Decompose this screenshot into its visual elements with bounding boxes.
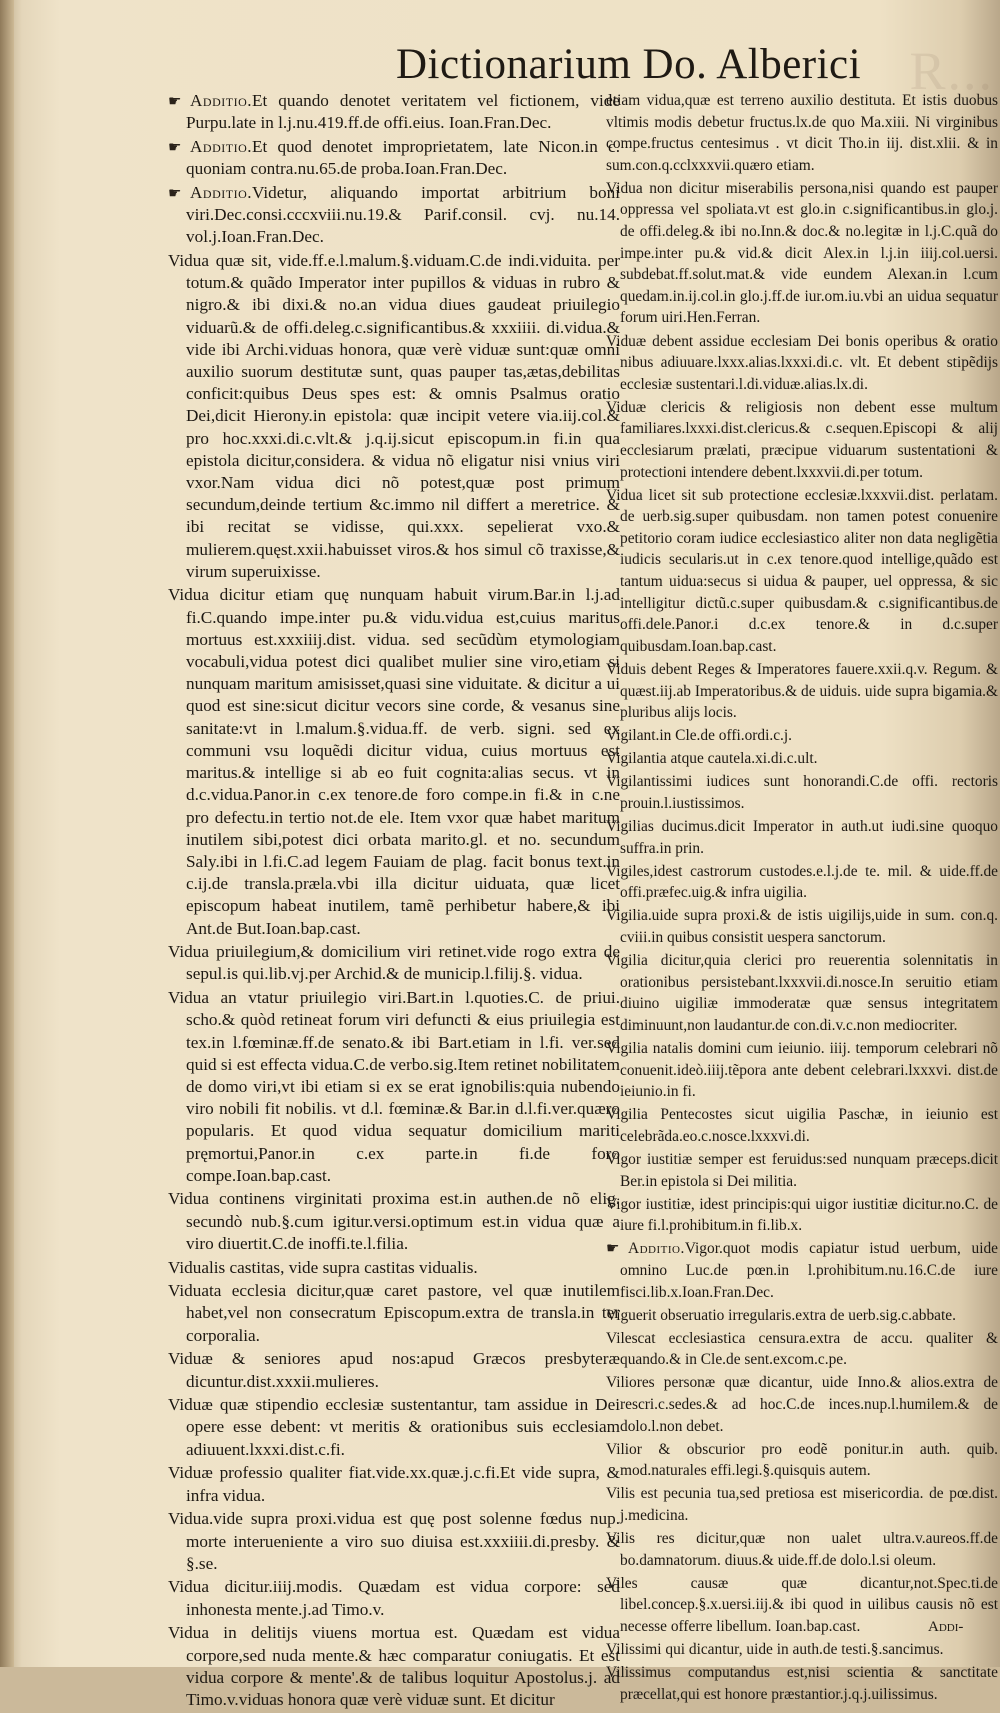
dictionary-entry — [606, 397, 998, 483]
dictionary-entry — [168, 136, 620, 180]
dictionary-entry — [606, 485, 998, 658]
entry-text: Vidua an vtatur priuilegio viri.Bart.in l.quoties.C. de priui. scho.& quòd retineat forum viri defuncti & eius priuilegia est tex.in l.fœminæ.ff.de senato.& ibi Bart.etiam in l.fi. ver.sed quid si est effecta vidua.C.de verbo.sig.Item retinet nobilitatem de domo viri,vt ibi etiam si ex se erat ignobilis:quia nubendo viro nobili fit nobilis. vt d.l. fœminæ.& Bar.in d.l.fi.ver.quæro popularis. Et quod vidua sequatur domicilium mariti pręmortui,Panor.in c.ex parte.in fi.de foro compe.Ioan.bap.cast. — [168, 988, 620, 1185]
dictionary-entry — [606, 331, 998, 396]
entry-text: Vigilantia atque cautela.xi.di.c.ult. — [606, 750, 818, 768]
entry-text: Viduæ clericis & religiosis non debent esse multum familiares.lxxxi.dist.clericus.& c.sequen.Episcopi & alij ecclesiarum prælati, præcipue viduarum sustentationi & protectioni intendere debent.lxxxvii.di.per totum. — [606, 398, 998, 481]
entry-text: Vigiles,idest castrorum custodes.e.l.j.de te. mil. & uide.ff.de offi.præfec.uig.& infra uigilia. — [606, 862, 998, 902]
dictionary-entry — [606, 1528, 998, 1571]
additio-label: Additio. — [628, 1240, 685, 1258]
dictionary-entry — [168, 987, 620, 1187]
additio-label: Additio. — [190, 136, 253, 156]
entry-text: Vilissimi qui dicantur, uide in auth.de testi.§.sancimus. — [606, 1641, 944, 1659]
dictionary-entry — [168, 1394, 620, 1461]
pointing-hand-icon: ☛ — [168, 185, 182, 202]
dictionary-entry — [168, 1576, 620, 1620]
dictionary-entry — [606, 1194, 998, 1237]
catchword: Addi- — [928, 1619, 964, 1635]
additio-label: Additio. — [190, 182, 253, 202]
entry-text: Vidua quæ sit, vide.ff.e.l.malum.§.viduam.C.de indi.viduita. per totum.& quãdo Imperator inter pupillos & viduas in rubro & nigro.& ibi dixi.& no.an vidua diues gaudeat priuilegio viduarũ.& de offi.deleg.c.significantibus.& xxxiiii. di.vidua.& vide ibi Archi.viduas honora, quæ verè viduæ sunt:quæ omni auxilio suorum destitutæ sunt, quas pauper tas,ætas,debilitas conficit:quibus Deus spes est: & omnis Psalmus oratio Dei,dicit Hierony.in epistola: quæ incipit vetere via.iij.col.& pro hoc.xxxi.di.c.vlt.& j.q.ij.sicut episcopum.in fi.in qua epistola dicitur,considera. & vidua nõ eligatur nisi vnius viri vxor.Nam vidua dici nõ potest,quæ post primum secundum,deinde tertium &c.immo nil differt a meretrice. & ibi recitat se vidisse, qui.xxx. sepelierat vxo.& mulierem.quęst.xxii.habuisset viros.& hos simul cõ traxisse,& virum superuixisse. — [168, 250, 620, 581]
entry-text: Et quando denotet veritatem vel fictionem, vide Purpu.late in l.j.nu.419.ff.de offi.eius. Ioan.Fran.Dec. — [186, 91, 620, 133]
entry-text: Videtur, aliquando importat arbitrium boni viri.Dec.consi.cccxviii.nu.19.& Parif.consil. cvj. nu.14. vol.j.Ioan.Fran.Dec. — [186, 182, 620, 247]
entry-text: Viduata ecclesia dicitur,quæ caret pastore, vel quæ inutilem habet,vel non consecratum Episcopum.extra de transla.in ter corporalia. — [168, 1281, 620, 1345]
dictionary-entry — [168, 1508, 620, 1575]
entry-text: Vidua dicitur.iiij.modis. Quædam est vidua corpore: sed inhonesta mente.j.ad Timo.v. — [168, 1577, 620, 1619]
entry-text: Vidualis castitas, vide supra castitas vidualis. — [168, 1257, 478, 1277]
entry-text: Vilior & obscurior pro eodẽ ponitur.in auth. quib. mod.naturales effi.legi.§.quisquis autem. — [606, 1440, 998, 1480]
entry-text: Vidua licet sit sub protectione ecclesiæ.lxxxvii.dist. perlatam. de uerb.sig.super quibusdam. non tamen potest conuenire petitorio coram iudice ecclesiastico aliter non data negligẽtia iudicis secularis.ut in c.ex tenore.quod intellige,quãdo est tantum uidua:secus si uidua & pauper, uel oppressa, & sic intelligitur dictũ.c.super quibusdam.& c.significantibus.de offi.dele.Panor.i d.c.ex tenore.& in d.c.super quibusdam.Ioan.bap.cast. — [606, 486, 998, 655]
entry-text: Vidua non dicitur miserabilis persona,nisi quando est pauper oppressa vel spoliata.vt est glo.in c.significantibus.in glo.j. de offi.deleg.& ibi no.Inn.& doc.& no.legitæ in l.j.C.quã do impe.inter pu.& vid.& dicit Alex.in l.j.in iiij.col.uersi. subdebat.ff.solut.mat.& vide eundem Alexan.in l.cum quedam.in.ij.col.in glo.j.ff.de iur.om.iu.vbi an uidua sequatur forum uiri.Hen.Ferran. — [606, 179, 998, 327]
entry-text: Viliores personæ quæ dicantur, uide Inno.& alios.extra de rescri.c.sedes.& ad hoc.C.de inces.nup.l.humilem.& de dolo.l.non debet. — [606, 1374, 998, 1435]
entry-text: Vidua priuilegium,& domicilium viri retinet.vide rogo extra de sepul.is qui.lib.vj.per Archid.& de municip.l.filij.§. vidua. — [168, 942, 620, 984]
dictionary-entry — [606, 1483, 998, 1526]
entry-text: Viduæ & seniores apud nos:apud Græcos presbyteræ dicuntur.dist.xxxii.mulieres. — [168, 1349, 620, 1391]
entry-text: Viduis debent Reges & Imperatores fauere.xxii.q.v. Regum. & quæst.iij.ab Imperatoribus.& de uiduis. uide supra bigamia.& pluribus alijs locis. — [606, 660, 998, 722]
additio-label: Additio. — [190, 91, 253, 110]
entry-text: Vilis res dicitur,quæ non ualet ultra.v.aureos.ff.de bo.damnatorum. diuus.& uide.ff.de dolo.l.si oleum. — [606, 1530, 998, 1569]
dictionary-entry — [606, 950, 998, 1036]
dictionary-entry — [606, 1038, 998, 1103]
entry-text: Vigilia natalis domini cum ieiunio. iiij. temporum celebrari nõ conuenit.ideò.iiij.tẽpora ante debent celebrari.lxxxvi. dist.de ieiunio.in fi. — [606, 1040, 998, 1101]
entry-text: Vigilia Pentecostes sicut uigilia Paschæ, in ieiunio est celebrãda.eo.c.nosce.lxxxvi.di. — [606, 1106, 998, 1145]
dictionary-entry — [168, 1188, 620, 1255]
left-column — [168, 90, 620, 1713]
dictionary-entry — [168, 90, 620, 134]
entry-text: Vigor iustitiæ, idest principis:qui uigor iustitiæ dicitur.no.C. de iure fi.l.prohibitum.in fi.lib.x. — [606, 1195, 998, 1235]
pointing-hand-icon: ☛ — [606, 1241, 620, 1258]
dictionary-entry — [606, 861, 998, 904]
dictionary-entry — [168, 1257, 620, 1279]
dictionary-entry — [606, 1439, 998, 1482]
entry-text: Vigilia dicitur,quia clerici pro reuerentia solennitatis in orationibus persistebant.lxxxvii.di.nosce.In seruitio etiam diuino uigiliæ immoderatæ quæ sensus integritatem diminuunt,non laudantur.de con.di.v.c.non mediocriter. — [606, 952, 998, 1034]
dictionary-entry — [606, 1662, 998, 1705]
dictionary-entry — [606, 748, 998, 770]
dictionary-entry — [168, 584, 620, 939]
entry-text: Vigor.quot modis capiatur istud uerbum, uide omnino Luc.de pœn.in l.prohibitum.nu.16.C.de iure fisci.lib.x.Ioan.Fran.Dec. — [620, 1240, 998, 1301]
pointing-hand-icon: ☛ — [168, 139, 182, 156]
dictionary-entry — [606, 1639, 998, 1661]
dictionary-entry — [606, 816, 998, 859]
dictionary-entry — [606, 1149, 998, 1192]
entry-text: Vigilias ducimus.dicit Imperator in auth.ut iudi.sine quoquo suffra.in prin. — [606, 818, 998, 857]
dictionary-entry — [606, 725, 998, 747]
entry-text: Vilis est pecunia tua,sed pretiosa est misericordia. de pœ.dist. j.medicina. — [606, 1485, 998, 1524]
entry-text: Viduæ quæ stipendio ecclesiæ sustentantur, tam assidue in Dei opere esse debent: vt meritis & orationibus suis ecclesiam adiuuent.lxxxi.dist.c.fi. — [168, 1395, 620, 1459]
dictionary-entry — [168, 250, 620, 583]
dictionary-entry — [606, 1372, 998, 1437]
dictionary-entry — [168, 1348, 620, 1392]
dictionary-entry — [168, 1462, 620, 1506]
entry-text: Vidua continens virginitati proxima est.in authen.de nõ elig. secundò nub.§.cum igitur.versi.optimum est.in vidua quæ a viro diuertit.C.de inoffi.te.l.filia. — [168, 1189, 620, 1253]
entry-text: Vilescat ecclesiastica censura.extra de accu. qualiter & quando.& in Cle.de sent.excom.c.pe. — [606, 1329, 998, 1369]
dictionary-entry — [606, 1238, 998, 1303]
entry-text: Vidua dicitur etiam quę nunquam habuit virum.Bar.in l.j.ad fi.C.quando impe.inter pu.& vidu.vidua est,cuius maritus mortuus est.xxxiiij.dist. vidua. sed secũdùm etymologiam vocabuli,vidua potest dici qualibet mulier sine viro,etiam si nunquam maritum amisisset,quasi sine viduitate. & dicitur a ui quod est sine:sicut dicitur vecors sine corde, & vesanus sine sanitate:vt in l.malum.§.vidua.ff. de verb. signi. sed ex communi vsu loquẽdi dicitur vidua, cuius mortuus est maritus.& intellige si ab eo fuit cognita:alias secus. vt in d.c.vidua.Panor.in c.ex tenore.de foro compe.in fi.& in c.ne pro defectu.in tertio not.de ele. Item vxor quæ habet maritum inutilem sibi,potest dici orbata marito.gl. et no. secundum Saly.ibi in l.fi.C.ad legem Fauiam de plag. facit bonus text.in c.ij.de transla.præla.vbi illa dicitur uiduata, quæ licet episcopum habeat inutilem, tamẽ perhibetur habere,& ibi Ant.de But.Ioan.bap.cast. — [168, 585, 620, 938]
right-column — [606, 90, 998, 1707]
entry-text: Viduæ professio qualiter fiat.vide.xx.quæ.j.c.fi.Et vide supra, & infra vidua. — [168, 1463, 620, 1505]
entry-text: Viduæ debent assidue ecclesiam Dei bonis operibus & oratio nibus adiuuare.lxxx.alias.lxxxi.di.c. vlt. Et debent stipẽdijs ecclesiæ sustentari.l.di.viduæ.alias.lx.di. — [606, 332, 998, 393]
dictionary-entry — [606, 905, 998, 948]
dictionary-entry — [606, 1305, 998, 1327]
entry-text: Vigilant.in Cle.de offi.ordi.c.j. — [606, 727, 793, 745]
dictionary-entry — [168, 1280, 620, 1347]
pointing-hand-icon: ☛ — [168, 94, 182, 110]
page-binding-edge — [0, 0, 14, 1667]
entry-text: etiam vidua,quæ est terreno auxilio destituta. Et istis duobus vltimis modis debetur fructus.lx.de quo Ma.xiii. Ni virginibus compe.fructus centesimus . vt dicit Tho.in iij. dist.xlii. & in sum.con.q.cclxxxvii.quæro etiam. — [606, 92, 998, 174]
dictionary-entry — [168, 182, 620, 249]
entry-text: Vidua in delitijs viuens mortua est. Quædam est vidua corpore,sed nuda mente.& hæc comparatur coniugatis. Et est vidua corpore & mente'.& de talibus loquitur Apostolus.j. ad Timo.v.viduas honora quæ verè viduæ sunt. Et dicitur — [168, 1623, 620, 1709]
entry-text: Et quod denotet improprietatem, late Nicon.in c. quoniam contra.nu.65.de proba.Ioan.Fran.Dec. — [186, 136, 620, 179]
entry-text: Vigilantissimi iudices sunt honorandi.C.de offi. rectoris prouin.l.iustissimos. — [606, 773, 998, 812]
entry-text: Viguerit obseruatio irregularis.extra de uerb.sig.c.abbate. — [606, 1306, 956, 1324]
entry-text: Vilissimus computandus est,nisi scientia & sanctitate præcellat,qui est honore præstantior.j.q.j.uilissimus. — [606, 1664, 998, 1703]
entry-text: Vidua.vide supra proxi.vidua est quę post solenne fœdus nup. morte interueniente a viro suo diuisa est.xxxiiii.di.presby. & §.se. — [168, 1509, 620, 1573]
dictionary-entry — [606, 1328, 998, 1371]
running-title: Dictionarium Do. Alberici — [396, 41, 862, 88]
dictionary-entry — [606, 178, 998, 329]
bleed-through-title: R... — [909, 41, 994, 101]
entry-text: Viles causæ quæ dicantur,not.Spec.ti.de libel.concep.§.x.uersi.iij.& ibi quod in uilibus causis nõ est necesse offerre libellum. Ioan.bap.cast. — [606, 1574, 998, 1635]
entry-text: Vigor iustitiæ semper est feruidus:sed nunquam præceps.dicit Ber.in epistola si Dei militia. — [606, 1151, 998, 1190]
entry-text: Vigilia.uide supra proxi.& de istis uigilijs,uide in sum. con.q. cviii.in quibus consistit uespera sanctorum. — [606, 907, 998, 947]
dictionary-entry — [168, 941, 620, 985]
dictionary-entry — [606, 1104, 998, 1147]
dictionary-entry — [606, 659, 998, 724]
dictionary-entry — [606, 771, 998, 814]
dictionary-entry — [606, 90, 998, 176]
